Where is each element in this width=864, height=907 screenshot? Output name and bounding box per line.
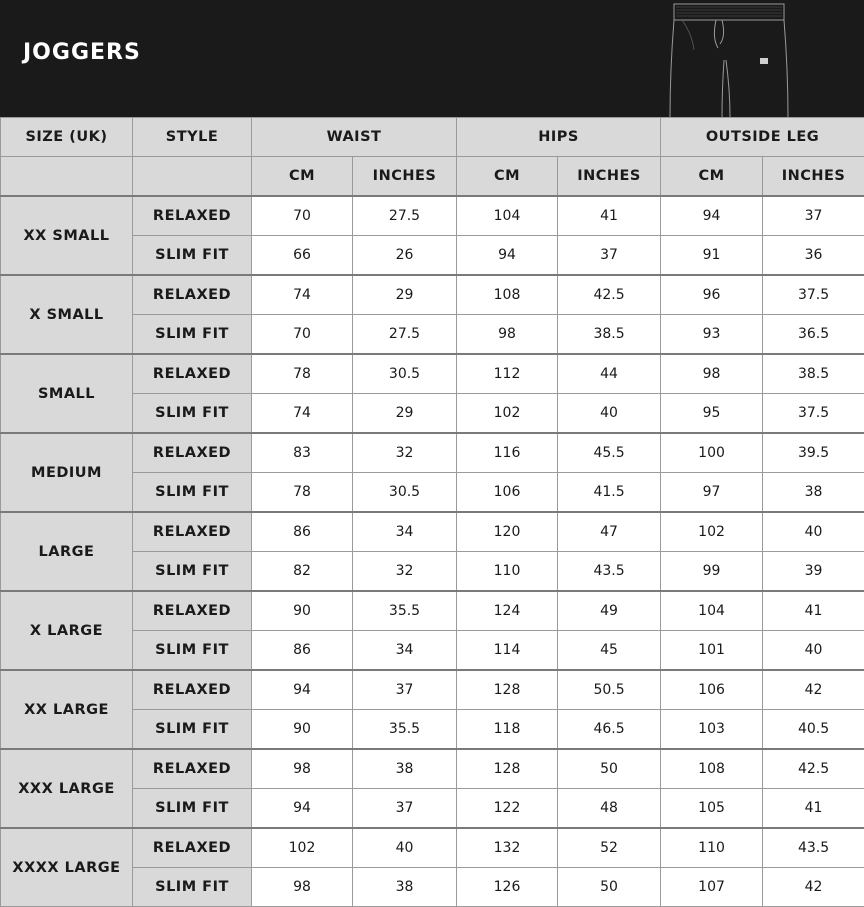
size-label: XXX LARGE — [1, 749, 133, 828]
measurement-cell: 43.5 — [558, 552, 661, 592]
page-title: JOGGERS — [23, 40, 141, 65]
measurement-cell: 26 — [353, 236, 457, 276]
measurement-cell: 38 — [763, 473, 864, 513]
measurement-cell: 37 — [763, 196, 864, 236]
measurement-cell: 41 — [763, 591, 864, 631]
style-label: SLIM FIT — [133, 631, 252, 671]
measurement-cell: 82 — [252, 552, 353, 592]
size-table — [0, 117, 864, 907]
measurement-cell: 37.5 — [763, 275, 864, 315]
measurement-cell: 52 — [558, 828, 661, 868]
table-row — [1, 433, 864, 473]
measurement-cell: 124 — [457, 591, 558, 631]
style-label: RELAXED — [133, 670, 252, 710]
empty-header-cell — [133, 157, 252, 197]
measurement-cell: 116 — [457, 433, 558, 473]
measurement-cell: 110 — [457, 552, 558, 592]
measurement-cell: 36 — [763, 236, 864, 276]
measurement-cell: 70 — [252, 315, 353, 355]
measurement-cell: 104 — [457, 196, 558, 236]
style-label: RELAXED — [133, 591, 252, 631]
measurement-cell: 30.5 — [353, 473, 457, 513]
measurement-cell: 86 — [252, 512, 353, 552]
size-label: XX SMALL — [1, 196, 133, 275]
measurement-cell: 27.5 — [353, 196, 457, 236]
measurement-cell: 37 — [353, 789, 457, 829]
measurement-cell: 29 — [353, 394, 457, 434]
measurement-cell: 45 — [558, 631, 661, 671]
jogger-pants-illustration — [664, 0, 794, 117]
size-label: LARGE — [1, 512, 133, 591]
measurement-cell: 40.5 — [763, 710, 864, 750]
measurement-cell: 95 — [661, 394, 763, 434]
size-label: MEDIUM — [1, 433, 133, 512]
measurement-cell: 128 — [457, 670, 558, 710]
hips-cm-header: CM — [457, 157, 558, 197]
measurement-cell: 48 — [558, 789, 661, 829]
measurement-cell: 94 — [661, 196, 763, 236]
outside-leg-cm-header: CM — [661, 157, 763, 197]
style-label: RELAXED — [133, 433, 252, 473]
size-label: XX LARGE — [1, 670, 133, 749]
measurement-cell: 94 — [252, 670, 353, 710]
measurement-cell: 128 — [457, 749, 558, 789]
measurement-cell: 32 — [353, 552, 457, 592]
table-row — [1, 196, 864, 236]
table-row — [1, 670, 864, 710]
measurement-cell: 102 — [661, 512, 763, 552]
style-label: RELAXED — [133, 749, 252, 789]
measurement-cell: 42 — [763, 868, 864, 907]
style-label: SLIM FIT — [133, 789, 252, 829]
measurement-cell: 50 — [558, 749, 661, 789]
measurement-cell: 103 — [661, 710, 763, 750]
size-column-header: SIZE (UK) — [1, 118, 133, 157]
measurement-cell: 106 — [457, 473, 558, 513]
measurement-cell: 83 — [252, 433, 353, 473]
measurement-cell: 86 — [252, 631, 353, 671]
style-label: RELAXED — [133, 828, 252, 868]
measurement-cell: 39.5 — [763, 433, 864, 473]
waist-cm-header: CM — [252, 157, 353, 197]
measurement-cell: 38.5 — [763, 354, 864, 394]
style-label: SLIM FIT — [133, 710, 252, 750]
measurement-cell: 49 — [558, 591, 661, 631]
measurement-cell: 94 — [252, 789, 353, 829]
measurement-cell: 107 — [661, 868, 763, 907]
measurement-cell: 38 — [353, 749, 457, 789]
measurement-cell: 34 — [353, 631, 457, 671]
style-label: SLIM FIT — [133, 552, 252, 592]
table-row — [1, 749, 864, 789]
measurement-cell: 38 — [353, 868, 457, 907]
measurement-cell: 132 — [457, 828, 558, 868]
header-row-main — [1, 118, 864, 157]
measurement-cell: 40 — [558, 394, 661, 434]
measurement-cell: 34 — [353, 512, 457, 552]
style-label: SLIM FIT — [133, 394, 252, 434]
measurement-cell: 74 — [252, 275, 353, 315]
style-label: SLIM FIT — [133, 236, 252, 276]
measurement-cell: 36.5 — [763, 315, 864, 355]
measurement-cell: 114 — [457, 631, 558, 671]
measurement-cell: 35.5 — [353, 710, 457, 750]
measurement-cell: 74 — [252, 394, 353, 434]
measurement-cell: 91 — [661, 236, 763, 276]
measurement-cell: 32 — [353, 433, 457, 473]
page-header — [0, 0, 864, 117]
style-column-header: STYLE — [133, 118, 252, 157]
measurement-cell: 120 — [457, 512, 558, 552]
measurement-cell: 99 — [661, 552, 763, 592]
style-label: RELAXED — [133, 196, 252, 236]
measurement-cell: 29 — [353, 275, 457, 315]
measurement-cell: 46.5 — [558, 710, 661, 750]
measurement-cell: 78 — [252, 354, 353, 394]
measurement-cell: 40 — [763, 512, 864, 552]
measurement-cell: 37 — [558, 236, 661, 276]
measurement-cell: 110 — [661, 828, 763, 868]
size-label: X LARGE — [1, 591, 133, 670]
measurement-cell: 50.5 — [558, 670, 661, 710]
measurement-cell: 112 — [457, 354, 558, 394]
measurement-cell: 41 — [763, 789, 864, 829]
measurement-cell: 66 — [252, 236, 353, 276]
hips-inches-header: INCHES — [558, 157, 661, 197]
measurement-cell: 70 — [252, 196, 353, 236]
measurement-cell: 93 — [661, 315, 763, 355]
style-label: RELAXED — [133, 354, 252, 394]
measurement-cell: 78 — [252, 473, 353, 513]
measurement-cell: 42.5 — [763, 749, 864, 789]
measurement-cell: 122 — [457, 789, 558, 829]
size-label: SMALL — [1, 354, 133, 433]
measurement-cell: 37 — [353, 670, 457, 710]
size-label: XXXX LARGE — [1, 828, 133, 907]
measurement-cell: 42.5 — [558, 275, 661, 315]
measurement-cell: 106 — [661, 670, 763, 710]
measurement-cell: 108 — [457, 275, 558, 315]
table-row — [1, 828, 864, 868]
measurement-cell: 90 — [252, 591, 353, 631]
measurement-cell: 90 — [252, 710, 353, 750]
measurement-cell: 94 — [457, 236, 558, 276]
measurement-cell: 96 — [661, 275, 763, 315]
measurement-cell: 105 — [661, 789, 763, 829]
measurement-cell: 97 — [661, 473, 763, 513]
table-row — [1, 591, 864, 631]
measurement-cell: 45.5 — [558, 433, 661, 473]
waist-inches-header: INCHES — [353, 157, 457, 197]
measurement-cell: 38.5 — [558, 315, 661, 355]
measurement-cell: 102 — [252, 828, 353, 868]
measurement-cell: 101 — [661, 631, 763, 671]
measurement-cell: 27.5 — [353, 315, 457, 355]
measurement-cell: 98 — [661, 354, 763, 394]
measurement-cell: 100 — [661, 433, 763, 473]
measurement-cell: 41.5 — [558, 473, 661, 513]
measurement-cell: 37.5 — [763, 394, 864, 434]
measurement-cell: 98 — [252, 749, 353, 789]
style-label: SLIM FIT — [133, 315, 252, 355]
measurement-cell: 104 — [661, 591, 763, 631]
empty-header-cell — [1, 157, 133, 197]
measurement-cell: 35.5 — [353, 591, 457, 631]
hips-column-header: HIPS — [457, 118, 661, 157]
measurement-cell: 118 — [457, 710, 558, 750]
measurement-cell: 108 — [661, 749, 763, 789]
outside-leg-inches-header: INCHES — [763, 157, 864, 197]
measurement-cell: 47 — [558, 512, 661, 552]
measurement-cell: 98 — [457, 315, 558, 355]
size-label: X SMALL — [1, 275, 133, 354]
measurement-cell: 126 — [457, 868, 558, 907]
measurement-cell: 50 — [558, 868, 661, 907]
style-label: RELAXED — [133, 275, 252, 315]
waist-column-header: WAIST — [252, 118, 457, 157]
measurement-cell: 102 — [457, 394, 558, 434]
outside-leg-column-header: OUTSIDE LEG — [661, 118, 864, 157]
measurement-cell: 41 — [558, 196, 661, 236]
style-label: SLIM FIT — [133, 473, 252, 513]
measurement-cell: 42 — [763, 670, 864, 710]
table-row — [1, 275, 864, 315]
measurement-cell: 40 — [353, 828, 457, 868]
measurement-cell: 39 — [763, 552, 864, 592]
style-label: RELAXED — [133, 512, 252, 552]
header-row-units — [1, 157, 864, 197]
table-row — [1, 354, 864, 394]
measurement-cell: 98 — [252, 868, 353, 907]
table-row — [1, 512, 864, 552]
style-label: SLIM FIT — [133, 868, 252, 907]
measurement-cell: 43.5 — [763, 828, 864, 868]
measurement-cell: 44 — [558, 354, 661, 394]
measurement-cell: 30.5 — [353, 354, 457, 394]
measurement-cell: 40 — [763, 631, 864, 671]
